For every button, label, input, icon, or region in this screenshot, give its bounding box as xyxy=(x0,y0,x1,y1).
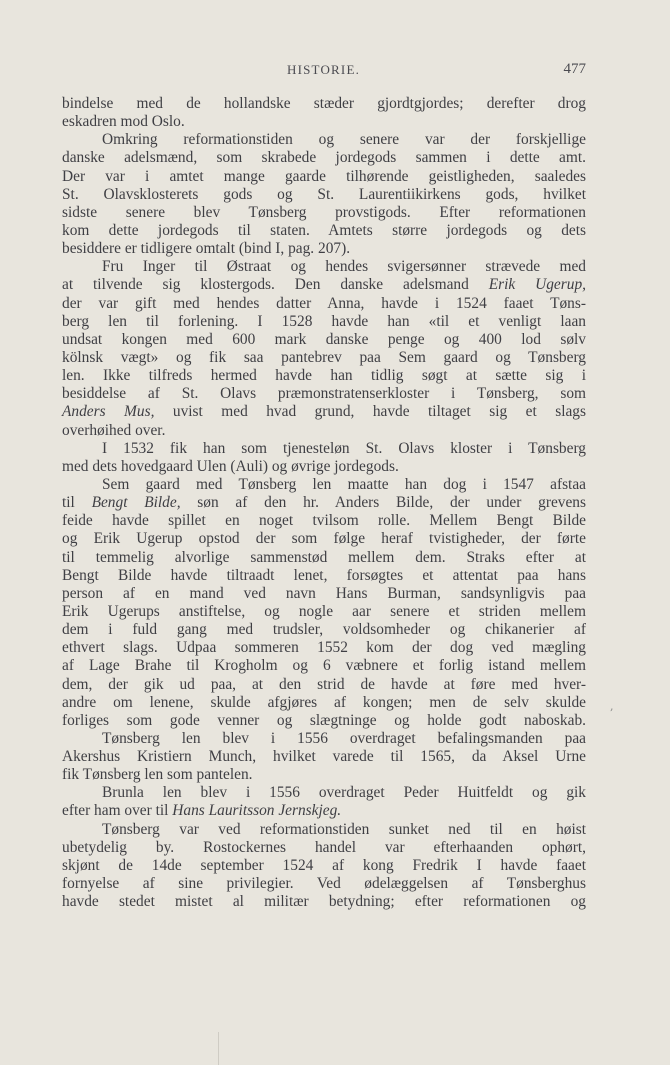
text-line: kom dette jordegods til staten. Amtets større jordegods og dets xyxy=(62,221,586,239)
text-line: og Erik Ugerup opstod der som følge heraf tvistigheder, der førte xyxy=(62,530,586,548)
text-line: Omkring reformationstiden og senere var der forskjellige xyxy=(102,131,586,149)
text-line: Fru Inger til Østraat og hendes svigersønner strævede med xyxy=(102,258,586,276)
text-line: Bengt Bilde havde tiltraadt lenet, forsøgtes et attentat paa hans xyxy=(62,566,586,584)
text-line: Tønsberg var ved reformationstiden sunket ned til en høist xyxy=(102,820,586,838)
margin-mark: , xyxy=(610,700,614,713)
page-number: 477 xyxy=(563,61,586,77)
text-line: eskadren mod Oslo. xyxy=(62,113,185,131)
text-line: I 1532 fik han som tjenesteløn St. Olavs kloster i Tønsberg xyxy=(102,439,586,457)
text-line: til temmelig alvorlige sammenstød mellem dem. Straks efter at xyxy=(62,548,586,566)
text-line: undsat kongen med 600 mark danske penge og 400 lod sølv xyxy=(62,330,586,348)
text-line: Akershus Kristiern Munch, hvilket varede til 1565, da Aksel Urne xyxy=(62,748,586,766)
page-header xyxy=(62,62,586,82)
text-line: Tønsberg len blev i 1556 overdraget befalingsmanden paa xyxy=(102,729,586,747)
text-line: person af en mand ved navn Hans Burman, sandsynligvis paa xyxy=(62,584,586,602)
body-text xyxy=(62,95,586,911)
text-line: dem i fuld gang med trudsler, voldsomheder og chikanerier af xyxy=(62,621,586,639)
text-line: forliges som gode venner og slægtninge og holde godt naboskab. xyxy=(62,711,586,729)
text-line: ethvert slags. Udpaa sommeren 1552 kom der dog ved mægling xyxy=(62,639,586,657)
text-line: kölnsk vægt» og fik saa pantebrev paa Sem gaard og Tønsberg xyxy=(62,348,586,366)
text-line: der var gift med hendes datter Anna, havde i 1524 faaet Tøns- xyxy=(62,294,586,312)
text-line: at tilvende sig klostergods. Den danske adelsmand Erik Ugerup, xyxy=(62,276,586,294)
text-line: Sem gaard med Tønsberg len maatte han dog i 1547 afstaa xyxy=(102,475,586,493)
text-line: sidste senere blev Tønsberg provstigods. Efter reformationen xyxy=(62,203,586,221)
text-line: havde stedet mistet al militær betydning; efter reformationen og xyxy=(62,893,586,911)
text-line: dem, der gik ud paa, at den strid de havde at føre med hver- xyxy=(62,675,586,693)
text-line: overhøihed over. xyxy=(62,421,166,439)
text-line: len. Ikke tilfreds hermed havde han tidlig søgt at sætte sig i xyxy=(62,367,586,385)
text-line: fornyelse af sine privilegier. Ved ødelæggelsen af Tønsberghus xyxy=(62,875,586,893)
text-line: besiddere er tidligere omtalt (bind I, pag. 207). xyxy=(62,240,351,258)
text-line: Erik Ugerups anstiftelse, og nogle aar senere et striden mellem xyxy=(62,602,586,620)
text-line: St. Olavsklosterets gods og St. Laurentiikirkens gods, hvilket xyxy=(62,185,586,203)
text-line: til Bengt Bilde, søn af den hr. Anders Bilde, der under grevens xyxy=(62,494,586,512)
text-line: bindelse med de hollandske stæder gjordtgjordes; derefter drog xyxy=(62,95,586,112)
text-line: Anders Mus, uvist med hvad grund, havde tiltaget sig et slags xyxy=(62,403,586,421)
text-line: af Lage Brahe til Krogholm og 6 væbnere et forlig istand mellem xyxy=(62,657,586,675)
text-line: med dets hovedgaard Ulen (Auli) og øvrige jordegods. xyxy=(62,457,399,475)
text-line: Der var i amtet mange gaarde tilhørende geistligheden, saaledes xyxy=(62,167,586,185)
text-line: fik Tønsberg len som pantelen. xyxy=(62,766,253,784)
text-line: andre om lenene, skulde afgjøres af kongen; men de selv skulde xyxy=(62,693,586,711)
text-line: Brunla len blev i 1556 overdraget Peder Huitfeldt og gik xyxy=(102,784,586,802)
text-line: skjønt de 14de september 1524 af kong Fredrik I havde faaet xyxy=(62,856,586,874)
scan-edge xyxy=(0,1032,219,1065)
text-line: danske adelsmænd, som skrabede jordegods sammen i dette amt. xyxy=(62,149,586,167)
text-line: ubetydelig by. Rostockernes handel var efterhaanden ophørt, xyxy=(62,838,586,856)
text-line: besiddelse af St. Olavs præmonstratenserkloster i Tønsberg, som xyxy=(62,385,586,403)
text-line: berg len til forlening. I 1528 havde han «til et venligt laan xyxy=(62,312,586,330)
text-line: feide havde spillet en noget tvilsom rolle. Mellem Bengt Bilde xyxy=(62,512,586,530)
running-title: HISTORIE. xyxy=(287,62,361,77)
text-line: efter ham over til Hans Lauritsson Jernskjeg. xyxy=(62,802,342,820)
